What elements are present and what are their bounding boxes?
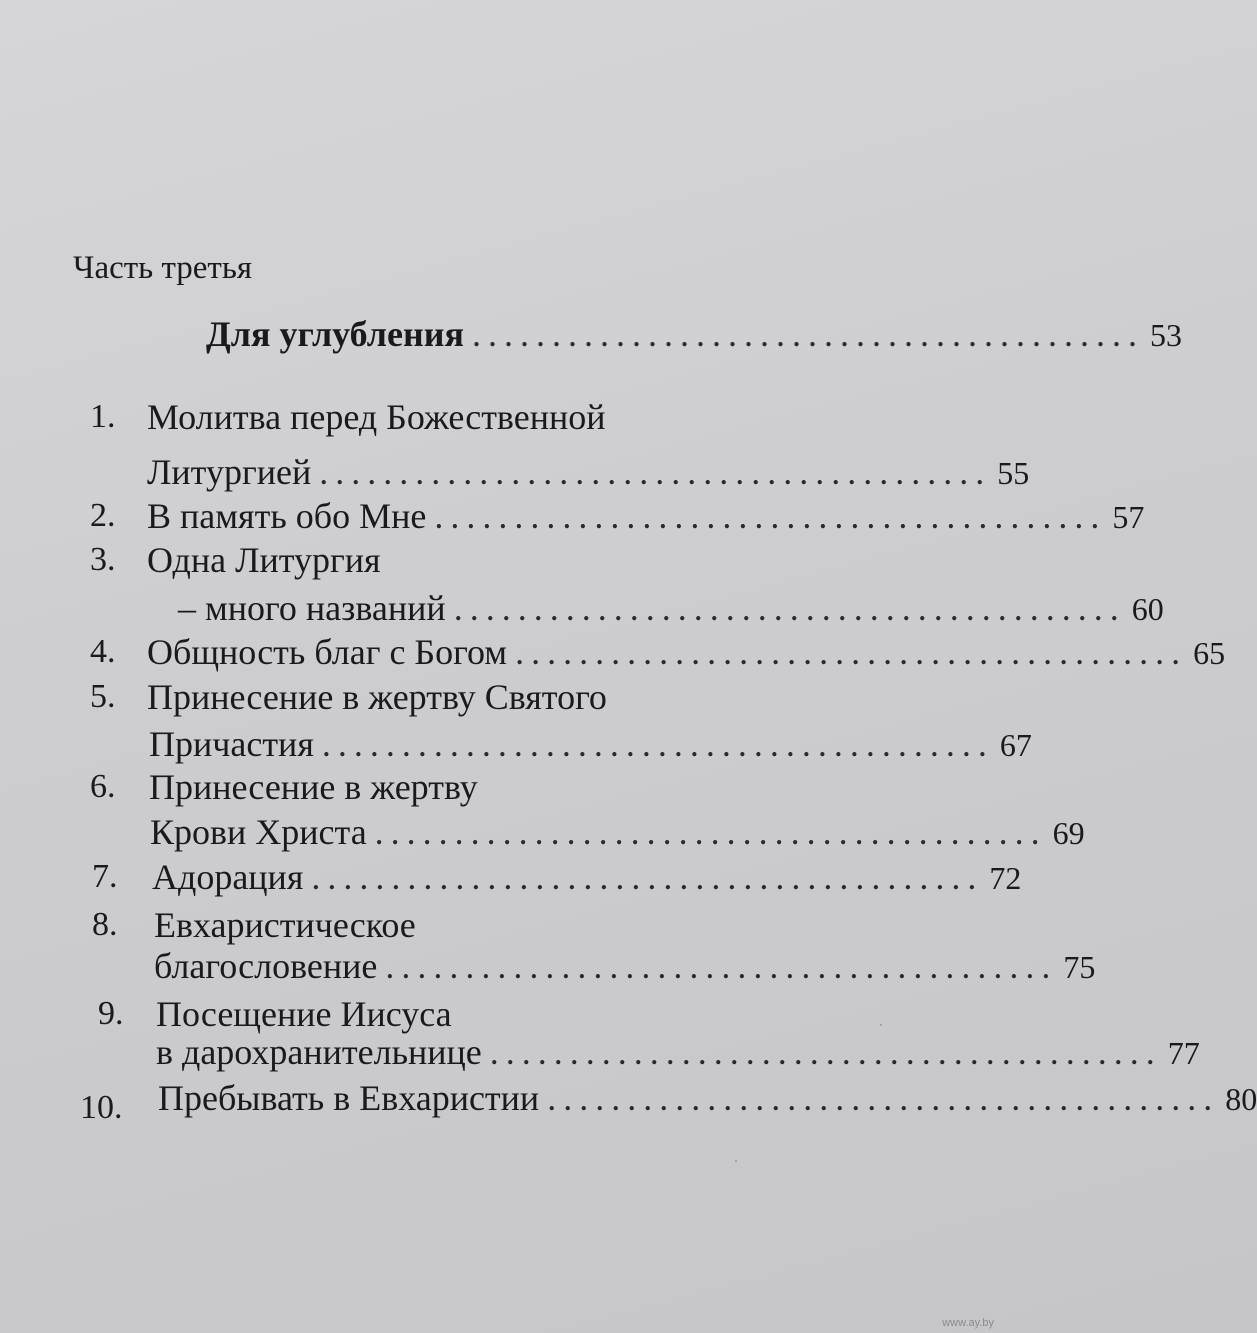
toc-entry-row <box>154 944 1096 989</box>
page-number: 60 <box>1131 591 1164 627</box>
toc-entry-row <box>178 586 1164 631</box>
entry-number: 3. <box>90 541 116 578</box>
entry-number: 2. <box>90 497 116 534</box>
entry-title-line: Крови Христа <box>150 812 367 852</box>
dot-leader: .......................................... <box>311 857 984 897</box>
paper-speck <box>735 1160 737 1162</box>
dot-leader: .......................................... <box>547 1078 1220 1118</box>
entry-number: 4. <box>90 633 116 670</box>
dot-leader: .......................................... <box>489 1032 1162 1072</box>
toc-entry-row <box>158 1076 1257 1121</box>
entry-title-line: Посещение Иисуса <box>156 994 452 1034</box>
part-title: Для углубления <box>206 314 464 354</box>
toc-entry-row <box>156 1030 1200 1075</box>
toc-entry-row <box>150 810 1085 855</box>
page-number: 69 <box>1052 815 1085 851</box>
entry-title-line: Принесение в жертву Святого <box>147 677 607 717</box>
page-number: 67 <box>999 727 1032 763</box>
entry-number: 7. <box>92 858 118 895</box>
page-number: 57 <box>1112 499 1145 535</box>
dot-leader: .......................................... <box>374 812 1047 852</box>
entry-title-line: в дарохранительнице <box>156 1032 482 1072</box>
entry-title-line: Принесение в жертву <box>149 767 478 807</box>
entry-title-line: – много названий <box>178 588 446 628</box>
entry-title-line: Евхаристическое <box>154 905 416 945</box>
entry-number: 1. <box>90 398 116 435</box>
dot-leader: .......................................... <box>321 724 994 764</box>
toc-entry-row <box>149 722 1032 767</box>
part-label: Часть третья <box>73 250 253 286</box>
page-number: 75 <box>1063 949 1096 985</box>
entry-title-line: Общность благ с Богом <box>147 632 508 672</box>
dot-leader: .......................................... <box>471 314 1144 354</box>
dot-leader: .......................................... <box>434 496 1107 536</box>
entry-title-line: Причастия <box>149 724 314 764</box>
dot-leader: .......................................... <box>453 588 1126 628</box>
dot-leader: .......................................... <box>319 452 992 492</box>
watermark: www.ay.by <box>942 1317 994 1329</box>
entry-title-line: благословение <box>154 946 378 986</box>
entry-number: 8. <box>92 906 118 943</box>
entry-title-line: Одна Литургия <box>147 540 381 580</box>
entry-title-line: Литургией <box>147 452 312 492</box>
toc-entry-row <box>147 630 1226 675</box>
page-number: 65 <box>1193 635 1226 671</box>
entry-title-line: Молитва перед Божественной <box>147 397 606 437</box>
entry-title-line: Пребывать в Евхаристии <box>158 1078 540 1118</box>
dot-leader: .......................................... <box>385 946 1058 986</box>
part-title-row <box>206 312 1182 357</box>
entry-number: 9. <box>98 995 124 1032</box>
page-number: 77 <box>1167 1035 1200 1071</box>
page-number: 72 <box>989 860 1022 896</box>
entry-number: 6. <box>90 768 116 805</box>
toc-entry-row <box>152 855 1022 900</box>
page-number: 55 <box>997 455 1030 491</box>
entry-number: 10. <box>80 1089 123 1126</box>
page-number: 53 <box>1149 317 1182 353</box>
toc-entry-row <box>147 494 1145 539</box>
paper-speck <box>880 1024 882 1026</box>
entry-title-line: Адорация <box>152 857 304 897</box>
page-number: 80 <box>1225 1081 1257 1117</box>
toc-entry-row <box>147 450 1030 495</box>
entry-number: 5. <box>90 678 116 715</box>
entry-title-line: В память обо Мне <box>147 496 427 536</box>
dot-leader: .......................................... <box>515 632 1188 672</box>
